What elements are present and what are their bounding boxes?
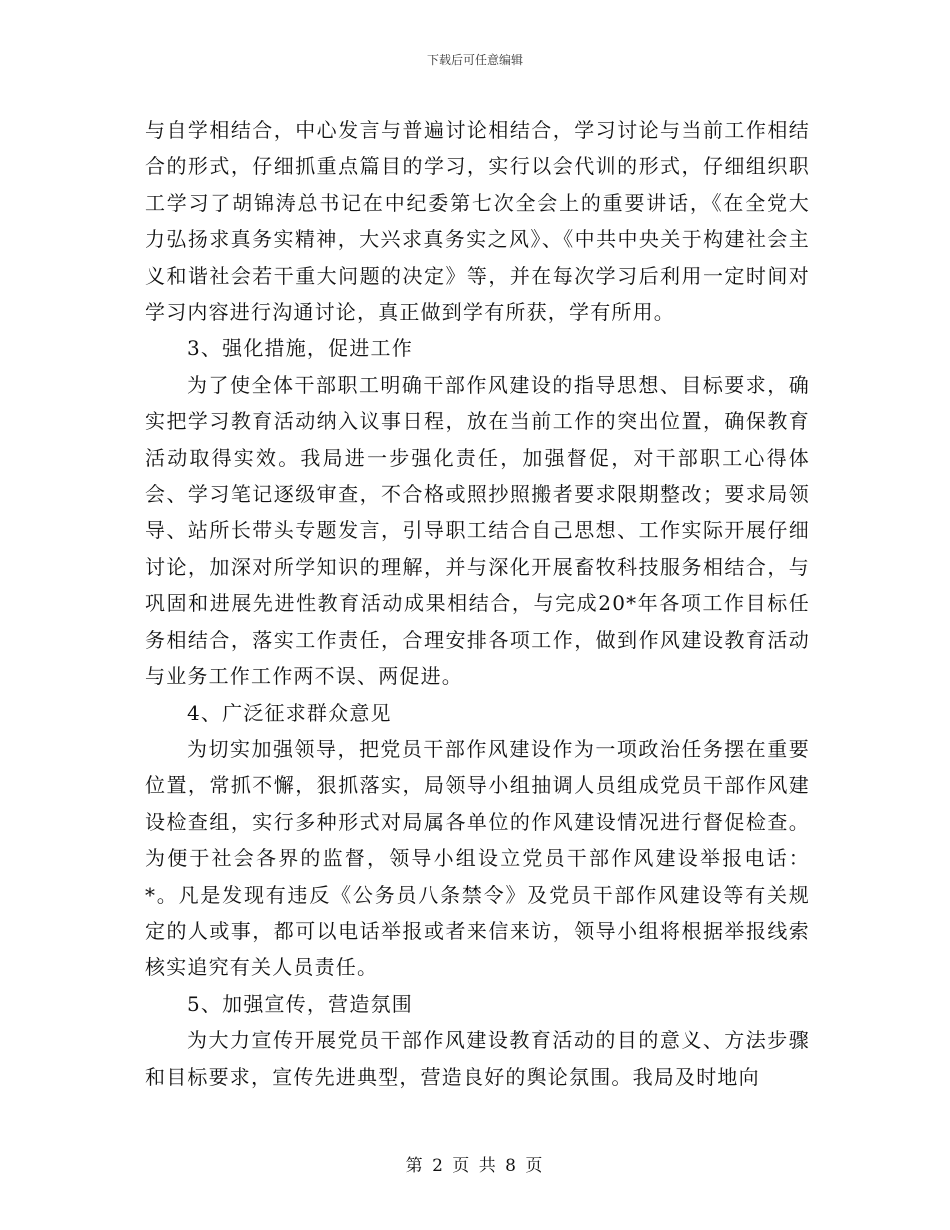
- paragraph-continuation: 与自学相结合，中心发言与普遍讨论相结合，学习讨论与当前工作相结合的形式，仔细抓重点篇目的学习，实行以会代训的形式，仔细组织职工学习了胡锦涛总书记在中纪委第七次全会上的重要讲话，《在全党大力弘扬求真务实精神，大兴求真务实之风》、《中共中央关于构建社会主义和谐社会若干重大问题的决定》等，并在每次学习后利用一定时间对学习内容进行沟通讨论，真正做到学有所获，学有所用。: [145, 118, 810, 325]
- document-body: [145, 112, 810, 1095]
- section-heading-5: 5、加强宣传，营造氛围: [187, 991, 413, 1016]
- paragraph-section-4: 为切实加强领导，把党员干部作风建设作为一项政治任务摆在重要位置，常抓不懈，狠抓落实，局领导小组抽调人员组成党员干部作风建设检查组，实行多种形式对局属各单位的作风建设情况进行督促检查。为便于社会各界的监督，领导小组设立党员干部作风建设举报电话：*。凡是发现有违反《公务员八条禁令》及党员干部作风建设等有关规定的人或事，都可以电话举报或者来信来访，领导小组将根据举报线索核实追究有关人员责任。: [145, 736, 810, 980]
- section-heading-4: 4、广泛征求群众意见: [187, 700, 392, 725]
- section-heading-3: 3、强化措施，促进工作: [187, 336, 413, 361]
- page-header: 下载后可任意编辑: [426, 53, 523, 67]
- paragraph-section-5: 为大力宣传开展党员干部作风建设教育活动的目的意义、方法步骤和目标要求，宣传先进典型，营造良好的舆论氛围。我局及时地向: [145, 1028, 810, 1089]
- paragraph-section-3: 为了使全体干部职工明确干部作风建设的指导思想、目标要求，确实把学习教育活动纳入议事日程，放在当前工作的突出位置，确保教育活动取得实效。我局进一步强化责任，加强督促，对干部职工心得体会、学习笔记逐级审查，不合格或照抄照搬者要求限期整改；要求局领导、站所长带头专题发言，引导职工结合自己思想、工作实际开展仔细讨论，加深对所学知识的理解，并与深化开展畜牧科技服务相结合，与巩固和进展先进性教育活动成果相结合，与完成20*年各项工作目标任务相结合，落实工作责任，合理安排各项工作，做到作风建设教育活动与业务工作工作两不误、两促进。: [145, 372, 810, 689]
- page-number: 第 2 页 共 8 页: [405, 1156, 545, 1176]
